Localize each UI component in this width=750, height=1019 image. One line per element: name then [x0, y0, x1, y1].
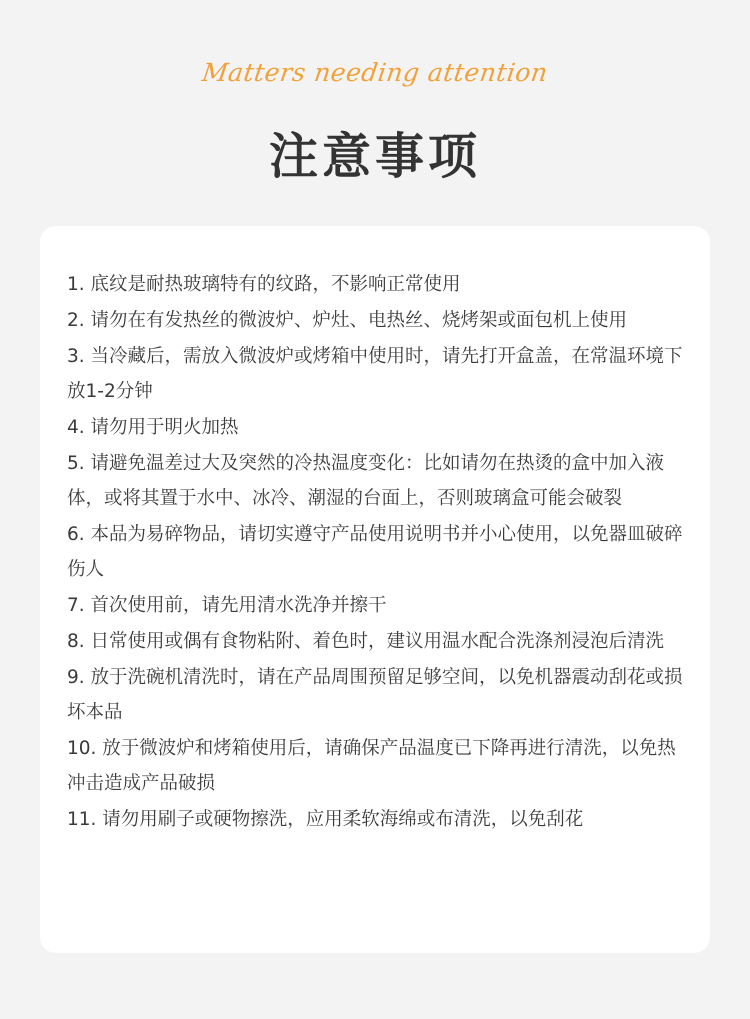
note-item-8: 8. 日常使用或偶有食物粘附、着色时，建议用温水配合洗涤剂浸泡后清洗	[67, 631, 665, 652]
notes-card	[40, 226, 710, 953]
note-item-9: 9. 放于洗碗机清洗时，请在产品周围预留足够空间，以免机器震动刮花或损坏本品	[67, 667, 683, 723]
note-item-10: 10. 放于微波炉和烤箱使用后，请确保产品温度已下降再进行清洗，以免热冲击造成产品破损	[67, 738, 676, 794]
note-item-2: 2. 请勿在有发热丝的微波炉、炉灶、电热丝、烧烤架或面包机上使用	[67, 310, 628, 331]
note-item-3: 3. 当冷藏后，需放入微波炉或烤箱中使用时，请先打开盒盖，在常温环境下放1-2分钟	[67, 346, 683, 402]
note-item-5: 5. 请避免温差过大及突然的冷热温度变化：比如请勿在热烫的盒中加入液体，或将其置于水中、冰冷、潮湿的台面上，否则玻璃盒可能会破裂	[67, 453, 665, 509]
page-title: 注意事项	[268, 128, 481, 185]
note-item-7: 7. 首次使用前，请先用清水洗净并擦干	[67, 595, 387, 616]
note-item-1: 1. 底纹是耐热玻璃特有的纹路，不影响正常使用	[67, 274, 461, 295]
english-script-title: Matters needing attention	[200, 58, 550, 87]
note-item-6: 6. 本品为易碎物品，请切实遵守产品使用说明书并小心使用，以免器皿破碎伤人	[67, 524, 683, 580]
notes-list	[67, 267, 687, 838]
note-item-11: 11. 请勿用刷子或硬物擦洗，应用柔软海绵或布清洗，以免刮花	[67, 809, 584, 830]
note-item-4: 4. 请勿用于明火加热	[67, 417, 239, 438]
